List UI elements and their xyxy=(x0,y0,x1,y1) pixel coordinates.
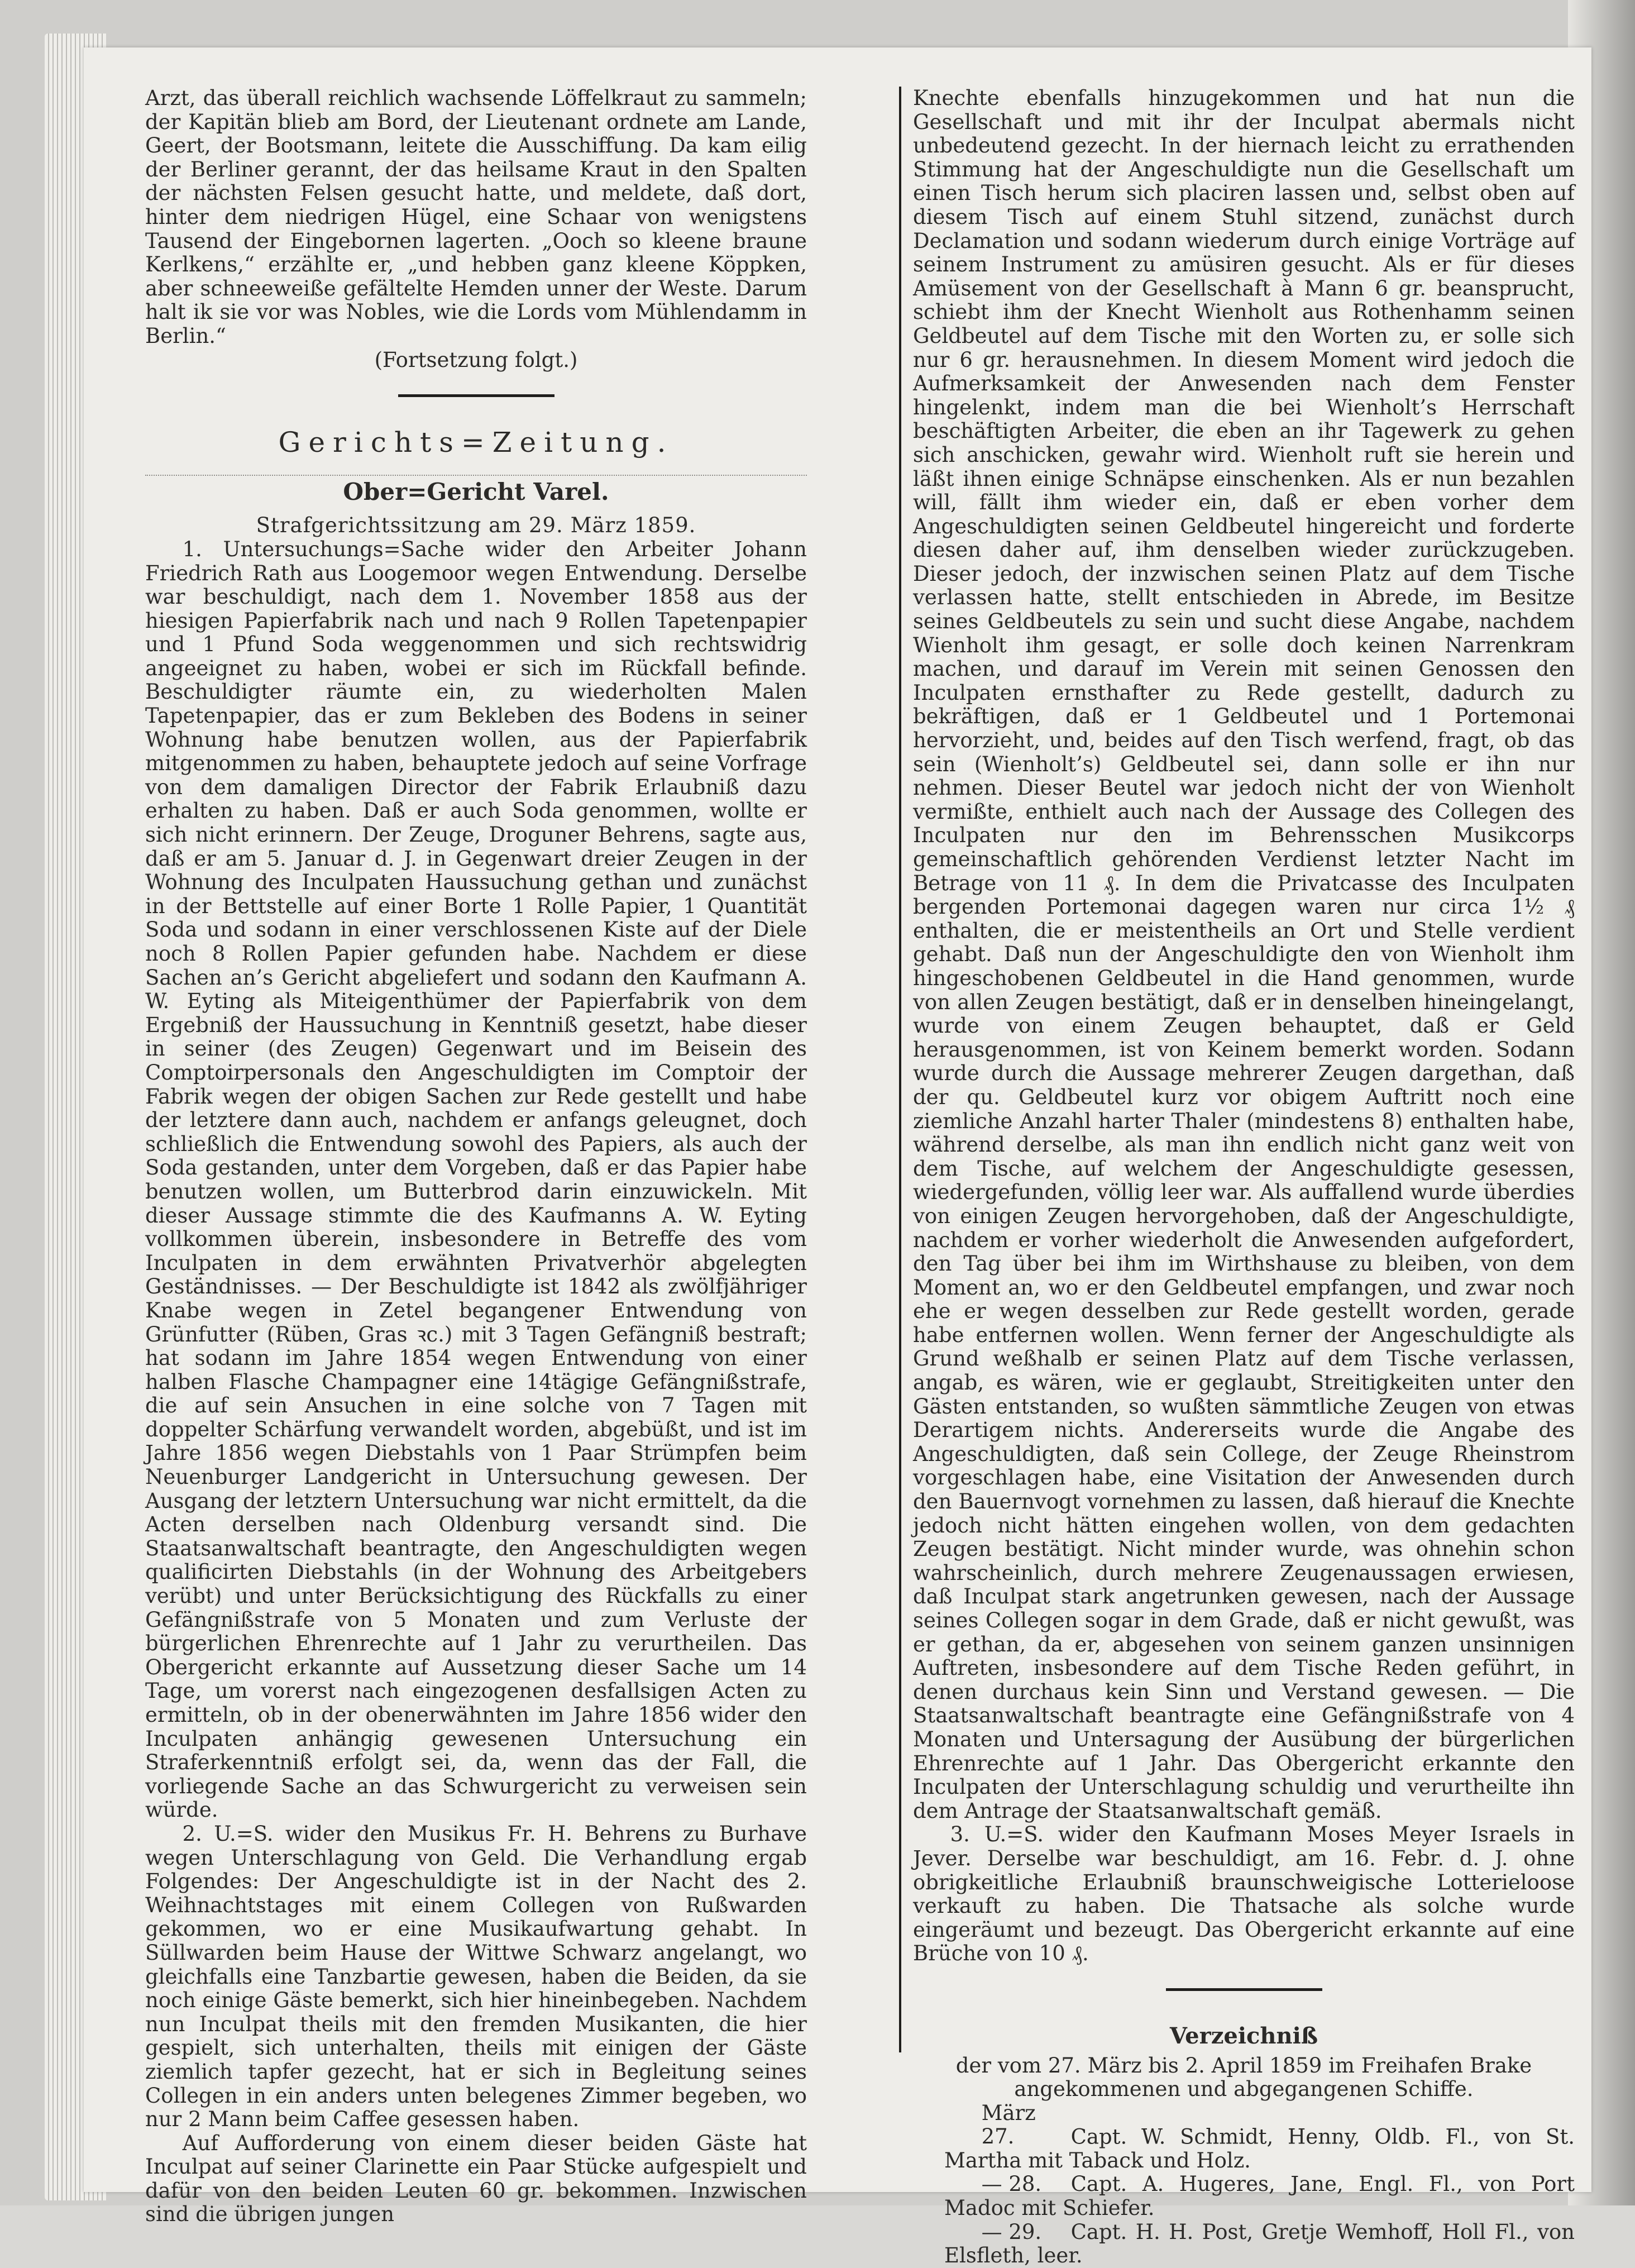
case-2-paragraph-part-2: Auf Aufforderung von einem dieser beiden Gäste hat Inculpat auf seiner Clarinette ein Paar Stücke aufgespielt und dafür von den beiden Leuten 60 gr. bekommen. Inzwischen sind die übrigen jungen xyxy=(145,2131,807,2227)
case-3-paragraph: 3. U.=S. wider den Kaufmann Moses Meyer Israels in Jever. Derselbe war beschuldigt, am 16. Febr. d. J. ohne obrigkeitliche Erlaubniß braunschweigische Lotterieloose verkauft zu haben. Die Thatsache als solche wurde eingeräumt und bezeugt. Das Obergericht erkannte auf eine Brüche von 10 ₰. xyxy=(913,1822,1575,1966)
case-2-paragraph-part-1: 2. U.=S. wider den Musikus Fr. H. Behrens zu Burhave wegen Unterschlagung von Geld. Die Verhandlung ergab Folgendes: Der Angeschuldigte ist in der Nacht des 2. Weihnachtstages mit einem Collegen von Rußwarden gekommen, wo er eine Musikaufwartung gehabt. In Süllwarden beim Hause der Wittwe Schwarz angelangt, wo gleichfalls eine Tanzbartie gewesen, haben die Beiden, da sie noch einige Gäste bemerkt, sich hier hineinbegeben. Nachdem nun Inculpat theils mit den fremden Musikanten, die hier gespielt, sich unterhalten, theils mit einigen der Gäste ziemlich tapfer gezecht, hat er sich in Begleitung seines Collegen in ein anders unten belegenes Zimmer begeben, wo nur 2 Mann beim Caffee gesessen haben. xyxy=(145,1821,807,2132)
ship-entry xyxy=(913,2172,1575,2220)
ship-entry-text: Capt. W. Schmidt, Henny, Oldb. Fl., von St. Martha mit Taback und Holz. xyxy=(944,2124,1575,2172)
ship-entry-text: Capt. A. Hugeres, Jane, Engl. Fl., von Port Madoc mit Schiefer. xyxy=(944,2172,1575,2221)
ship-list-title: Verzeichniß xyxy=(1169,2022,1318,2049)
ship-entry-date: — 29. xyxy=(981,2219,1042,2244)
section-title: Gerichts=Zeitung. xyxy=(278,426,674,459)
ship-entry xyxy=(913,2102,1575,2173)
left-column xyxy=(145,87,807,2227)
continuation-note: (Fortsetzung folgt.) xyxy=(374,347,578,372)
section-divider xyxy=(398,394,554,397)
right-column xyxy=(913,87,1575,2268)
session-date-line: Strafgerichtssitzung am 29. März 1859. xyxy=(256,513,696,538)
court-title: Ober=Gericht Varel. xyxy=(145,475,807,504)
case-2-paragraph-part-3: Knechte ebenfalls hinzugekommen und hat nun die Gesellschaft und mit ihr der Inculpat abermals nicht unbedeutend gezecht. In der hiernach leicht zu errathenden Stimmung hat der Angeschuldigte nun die Gesellschaft um einen Tisch herum sich placiren lassen und, selbst oben auf diesem Tisch auf einem Stuhl sitzend, zunächst durch Declamation und sodann wiederum durch einige Vorträge auf seinem Instrument zu amüsiren gesucht. Als er für dieses Amüsement von der Gesellschaft à Mann 6 gr. beansprucht, schiebt ihm der Knecht Wienholt aus Rothenhamm seinen Geldbeutel auf dem Tische mit den Worten zu, er solle sich nur 6 gr. herausnehmen. In diesem Moment wird jedoch die Aufmerksamkeit der Anwesenden nach dem Fenster hingelenkt, indem man die bei Wienholt’s Herrschaft beschäftigten Arbeiter, die eben an ihr Tagewerk zu gehen sich anschicken, gewahr wird. Wienholt ruft sie herein und läßt ihnen einige Schnäpse einschenken. Als er nun bezahlen will, fällt ihm wieder ein, daß er eben vorher dem Angeschuldigten seinen Geldbeutel hingereicht und forderte diesen daher auf, ihm denselben wieder zurückzugeben. Dieser jedoch, der inzwischen seinen Platz auf dem Tische verlassen hatte, stellt entschieden in Abrede, im Besitze seines Geldbeutels zu sein und sucht diese Angabe, nachdem Wienholt ihm gesagt, er solle doch keinen Narrenkram machen, und darauf im Verein mit seinen Genossen den Inculpaten ernsthafter zu Rede gestellt, dadurch zu bekräftigen, daß er 1 Geldbeutel und 1 Portemonai hervorzieht, und, beides auf den Tisch werfend, fragt, ob das sein (Wienholt’s) Geldbeutel sei, dann solle er ihn nur nehmen. Dieser Beutel war jedoch nicht der von Wienholt vermißte, enthielt auch nach der Aussage des Collegen des Inculpaten nur den im Behrensschen Musikcorps gemeinschaftlich gehörenden Verdienst letzter Nacht im Betrage von 11 ₰. In dem die Privatcasse des Inculpaten bergenden Portemonai dagegen waren nur circa 1½ ₰ enthalten, die er meistentheils an Ort und Stelle verdient gehabt. Daß nun der Angeschuldigte den von Wienholt ihm hingeschobenen Geldbeutel in die Hand genommen, wurde von allen Zeugen bestätigt, daß er in denselben hineingelangt, wurde von einem Zeugen behauptet, daß er Geld herausgenommen, ist von Keinem bemerkt worden. Sodann wurde durch die Aussage mehrerer Zeugen dargethan, daß der qu. Geldbeutel kurz vor obigem Auftritt noch eine ziemliche Anzahl harter Thaler (mindestens 8) enthalten habe, während derselbe, als man ihn endlich nicht ganz weit von dem Tische, auf welchem der Angeschuldigte gesessen, wiedergefunden, völlig leer war. Als auffallend wurde überdies von einigen Zeugen hervorgehoben, daß der Angeschuldigte, nachdem er vorher wiederholt die Anwesenden aufgefordert, den Tag über bei ihm im Wirthshause zu bleiben, von dem Moment an, wo er den Geldbeutel empfangen, und zwar noch ehe er wegen desselben zur Rede gestellt worden, gerade habe entfernen wollen. Wenn ferner der Angeschuldigte als Grund weßhalb er seinen Platz auf dem Tische verlassen, angab, es wären, wie er geglaubt, Streitigkeiten unter den Gästen entstanden, so wußten sämmtliche Zeugen von etwas Derartigem nichts. Andererseits wurde die Angabe des Angeschuldigten, daß sein College, der Zeuge Rheinstrom vorgeschlagen habe, eine Visitation der Anwesenden durch den Bauernvogt vornehmen zu lassen, daß hierauf die Knechte jedoch nicht hätten eingehen wollen, von dem gedachten Zeugen bestätigt. Nicht minder wurde, was ohnehin schon wahrscheinlich, durch mehrere Zeugenaussagen erwiesen, daß Inculpat stark angetrunken gewesen, nach der Aussage seines Collegen sogar in dem Grade, daß er nicht gewußt, was er gethan, da er, abgesehen von seinem ganzen unsinnigen Auftreten, insbesondere auf dem Tische Reden geführt, in denen durchaus kein Sinn und Verstand gewesen. — Die Staatsanwaltschaft beantragte eine Gefängnißstrafe von 4 Monaten und Untersagung der Ausübung der bürgerlichen Ehrenrechte auf 1 Jahr. Das Obergericht erkannte den Inculpaten der Unterschlagung schuldig und verurtheilte ihn dem Antrage der Staatsanwaltschaft gemäß. xyxy=(913,86,1575,1823)
ship-list xyxy=(913,2102,1575,2268)
ship-entry-text: Capt. H. H. Post, Gretje Wemhoff, Holl Fl., von Elsfleth, leer. xyxy=(944,2219,1575,2268)
ship-list-intro: der vom 27. März bis 2. April 1859 im Freihafen Brake angekommenen und abgegangenen Schiffe. xyxy=(955,2053,1532,2102)
column-divider-rule xyxy=(899,87,901,2052)
ship-entry-date: März 27. xyxy=(981,2100,1036,2149)
section-divider xyxy=(1166,1988,1322,1991)
story-continuation-paragraph: Arzt, das überall reichlich wachsende Löffelkraut zu sammeln; der Kapitän blieb am Bord, der Lieutenant ordnete am Lande, Geert, der Bootsmann, leitete die Ausschiffung. Da kam eilig der Berliner gerannt, der das heilsame Kraut in den Spalten der nächsten Felsen gesucht hatte, und meldete, daß dort, hinter dem niedrigen Hügel, eine Schaar von wenigstens Tausend der Eingebornen lagerten. „Ooch so kleene braune Kerlkens,“ erzählte er, „und hebben ganz kleene Köppken, aber schneeweiße gefältelte Hemden unner der Weste. Darum halt ik sie vor was Nobles, wie die Lords vom Mühlendamm in Berlin.“ xyxy=(145,86,807,348)
case-1-paragraph: 1. Untersuchungs=Sache wider den Arbeiter Johann Friedrich Rath aus Loogemoor wegen Entwendung. Derselbe war beschuldigt, nach dem 1. November 1858 aus der hiesigen Papierfabrik nach und nach 9 Rollen Tapetenpapier und 1 Pfund Soda weggenommen und sich rechtswidrig angeeignet zu haben, wobei er sich im Rückfall befinde. Beschuldigter räumte ein, zu wiederholten Malen Tapetenpapier, das er zum Bekleben des Bodens in seiner Wohnung habe benutzen wollen, aus der Papierfabrik mitgenommen zu haben, behauptete jedoch auf seine Vorfrage von dem damaligen Director der Fabrik Erlaubniß dazu erhalten zu haben. Daß er auch Soda genommen, wollte er sich nicht erinnern. Der Zeuge, Droguner Behrens, sagte aus, daß er am 5. Januar d. J. in Gegenwart dreier Zeugen in der Wohnung des Inculpaten Haussuchung gethan und zunächst in der Bettstelle auf einer Borte 1 Rolle Papier, 1 Quantität Soda und sodann in einer verschlossenen Kiste auf der Diele noch 8 Rollen Papier gefunden habe. Nachdem er diese Sachen an’s Gericht abgeliefert und sodann den Kaufmann A. W. Eyting als Miteigenthümer der Papierfabrik von dem Ergebniß der Haussuchung in Kenntniß gesetzt, habe dieser in seiner (des Zeugen) Gegenwart und im Beisein des Comptoirpersonals den Angeschuldigten im Comptoir der Fabrik wegen der obigen Sachen zur Rede gestellt und habe der letztere dann auch, nachdem er anfangs geleugnet, doch schließlich die Entwendung sowohl des Papiers, als auch der Soda gestanden, unter dem Vorgeben, daß er das Papier habe benutzen wollen, um Butterbrod darin einzuwickeln. Mit dieser Aussage stimmte die des Kaufmanns A. W. Eyting vollkommen überein, insbesondere in Betreffe des vom Inculpaten in dem erwähnten Privatverhör abgelegten Geständnisses. — Der Beschuldigte ist 1842 als zwölfjähriger Knabe wegen in Zetel begangener Entwendung von Grünfutter (Rüben, Gras ꝛc.) mit 3 Tagen Gefängniß bestraft; hat sodann im Jahre 1854 wegen Entwendung von einer halben Flasche Champagner eine 14tägige Gefängnißstrafe, die auf sein Ansuchen in eine solche von 7 Tagen mit doppelter Schärfung verwandelt worden, abgebüßt, und ist im Jahre 1856 wegen Diebstahls von 1 Paar Strümpfen beim Neuenburger Landgericht in Untersuchung gewesen. Der Ausgang der letztern Untersuchung war nicht ermittelt, da die Acten derselben nach Oldenburg versandt sind. Die Staatsanwaltschaft beantragte, den Angeschuldigten wegen qualificirten Diebstahls (in der Wohnung des Arbeitgebers verübt) und unter Berücksichtigung des Rückfalls zu einer Gefängnißstrafe von 5 Monaten und zum Verluste der bürgerlichen Ehrenrechte auf 1 Jahr zu verurtheilen. Das Obergericht erkannte auf Aussetzung dieser Sache um 14 Tage, um vorerst nach eingezogenen desfallsigen Acten zu ermitteln, ob in der obenerwähnten im Jahre 1856 wider den Inculpaten anhängig gewesenen Untersuchung ein Straferkenntniß erfolgt sei, da, wenn das der Fall, die vorliegende Sache an das Schwurgericht zu verweisen sein würde. xyxy=(145,537,807,1822)
ship-entry-date: — 28. xyxy=(981,2172,1042,2197)
ship-entry xyxy=(913,2221,1575,2268)
